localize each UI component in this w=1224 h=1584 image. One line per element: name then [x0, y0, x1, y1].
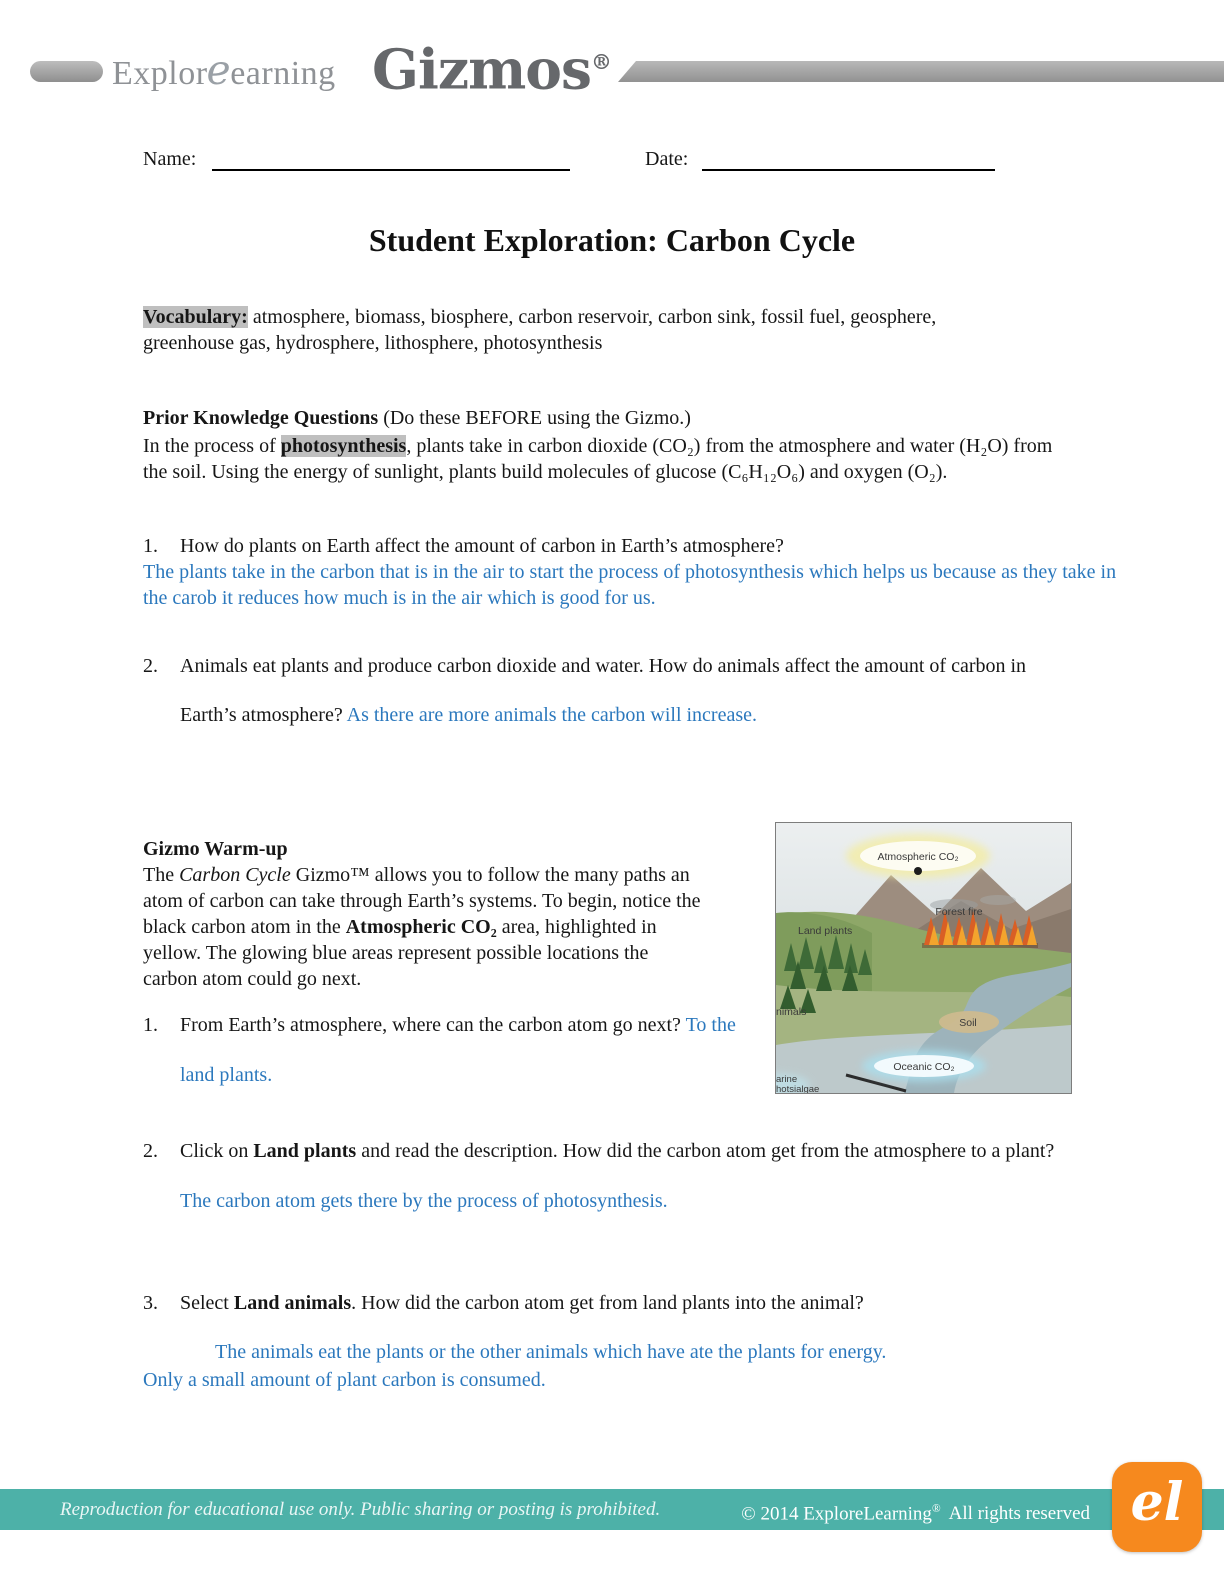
- date-input-line[interactable]: [702, 169, 995, 171]
- page-title: Student Exploration: Carbon Cycle: [368, 222, 856, 258]
- logo-left-bar: [30, 61, 103, 82]
- footer-rights: [741, 1489, 1090, 1534]
- warmup-answer-2: The carbon atom gets there by the process of photosynthesis.: [180, 1190, 668, 1212]
- warmup-question-3-part2: . How did the carbon atom get from land plants into the animal?: [351, 1292, 864, 1314]
- photosynthesis-highlight: photosynthesis: [280, 435, 407, 457]
- warmup-question-2-bold: Land plants: [253, 1140, 357, 1162]
- label-soil: Soil: [959, 1017, 977, 1029]
- intro-paragraph: [143, 433, 1078, 485]
- question-2-text: Animals eat plants and produce carbon dioxide and water. How do animals affect the amount of carbon in Earth’s atmosphere?: [180, 655, 1027, 726]
- warmup-question-2-part2: and read the description. How did the carbon atom get from the atmosphere to a plant?: [356, 1140, 1055, 1162]
- gizmos-logo: [372, 32, 611, 102]
- carbon-atom-dot: [914, 867, 922, 875]
- footer-rights-pre: © 2014 ExploreLearning: [741, 1503, 932, 1525]
- warmup-answer-3-line2: Only a small amount of plant carbon is consumed.: [143, 1369, 546, 1391]
- warmup-part3: area, highlighted in yellow. The glowing blue areas represent possible locations the carbon atom could go next.: [143, 916, 657, 990]
- warmup-question-1-text: From Earth’s atmosphere, where can the carbon atom go next?: [180, 1014, 686, 1036]
- explorelearning-logo: [112, 48, 336, 96]
- name-input-line[interactable]: [212, 169, 570, 171]
- vocabulary-paragraph: [143, 304, 1023, 356]
- warmup-question-2-number: 2.: [143, 1140, 158, 1162]
- footer-copyright-notice: Reproduction for educational use only. Public sharing or posting is prohibited.: [60, 1499, 661, 1520]
- footer-rights-post: All rights reserved: [948, 1503, 1090, 1525]
- warmup-question-3: [143, 1290, 1080, 1316]
- intro-part1: In the process of: [143, 435, 281, 457]
- label-marine-partial-1: arine: [776, 1074, 798, 1085]
- intro-part2: , plants take in carbon dioxide (CO₂) from the atmosphere and water (H₂O) from the soil. Using the energy of sunlight, plants build molecules of glucose (C₆H₁₂O₆) and oxygen (O₂).: [143, 435, 1053, 483]
- warmup-question-2: [143, 1126, 1080, 1226]
- el-badge-monogram: el: [1130, 1472, 1184, 1533]
- warmup-paragraph: [143, 862, 703, 992]
- registered-mark: ®: [590, 49, 611, 74]
- logo-script-e: e: [206, 46, 232, 94]
- date-label: Date:: [645, 148, 689, 170]
- warmup-question-1: [143, 1000, 770, 1100]
- prior-knowledge-heading-bold: Prior Knowledge Questions: [143, 407, 379, 429]
- answer-2: As there are more animals the carbon will increase.: [346, 704, 758, 726]
- logo-learning-text: earning: [230, 55, 336, 92]
- label-oceanic-co2: Oceanic CO₂: [893, 1061, 955, 1073]
- carbon-cycle-illustration: [776, 823, 1071, 1093]
- prior-knowledge-heading-rest: (Do these BEFORE using the Gizmo.): [378, 407, 691, 429]
- footer-registered-mark: ®: [931, 1503, 941, 1515]
- warmup-answer-1: To the land plants.: [180, 1014, 736, 1086]
- prior-knowledge-heading: [143, 405, 1088, 431]
- warmup-question-1-number: 1.: [143, 1014, 158, 1036]
- warmup-answer-3: [143, 1338, 1103, 1394]
- vocabulary-terms: atmosphere, biomass, biosphere, carbon reservoir, carbon sink, fossil fuel, geosphere, greenhouse gas, hydrosphere, lithosphere, photosynthesis: [143, 306, 937, 354]
- label-atmospheric-co2: Atmospheric CO₂: [877, 851, 959, 863]
- answer-1: The plants take in the carbon that is in the air to start the process of photosynthesis which helps us because as they take in the carob it reduces how much is in the air which is good for us.: [143, 561, 1117, 609]
- label-land-plants: Land plants: [798, 925, 853, 937]
- question-1: [143, 533, 1080, 559]
- label-marine-partial-2: hotsialgae: [776, 1084, 820, 1093]
- logo-explore-text: Explor: [112, 55, 208, 92]
- warmup-question-2-part1: Click on: [180, 1140, 254, 1162]
- question-2: [143, 642, 1060, 740]
- gizmo-screenshot-image: [775, 822, 1072, 1094]
- question-1-number: 1.: [143, 535, 158, 557]
- explorelearning-badge: [1112, 1462, 1202, 1552]
- logo-right-bar: [618, 61, 1224, 82]
- warmup-heading: Gizmo Warm-up: [143, 838, 288, 860]
- warmup-question-3-part1: Select: [180, 1292, 234, 1314]
- warmup-part1: The: [143, 864, 180, 886]
- footer-bar: [0, 1489, 1224, 1530]
- label-forest-fire: Forest fire: [935, 906, 983, 918]
- warmup-bold-atmospheric: Atmospheric CO₂: [345, 916, 497, 938]
- gizmos-wordmark: Gizmos: [372, 36, 591, 102]
- warmup-part2: Gizmo™ allows you to follow the many paths an atom of carbon can take through Earth’s systems. To begin, notice the black carbon atom in the: [143, 864, 701, 938]
- question-2-number: 2.: [143, 655, 158, 677]
- warmup-question-3-number: 3.: [143, 1292, 158, 1314]
- warmup-italic-title: Carbon Cycle: [179, 864, 291, 886]
- label-land-animals-partial: nimals: [776, 1006, 807, 1018]
- question-1-text: How do plants on Earth affect the amount of carbon in Earth’s atmosphere?: [180, 535, 784, 557]
- vocabulary-label: Vocabulary:: [143, 306, 248, 328]
- name-label: Name:: [143, 148, 197, 170]
- warmup-question-3-bold: Land animals: [233, 1292, 352, 1314]
- warmup-answer-3-line1: The animals eat the plants or the other animals which have ate the plants for energy.: [215, 1341, 887, 1363]
